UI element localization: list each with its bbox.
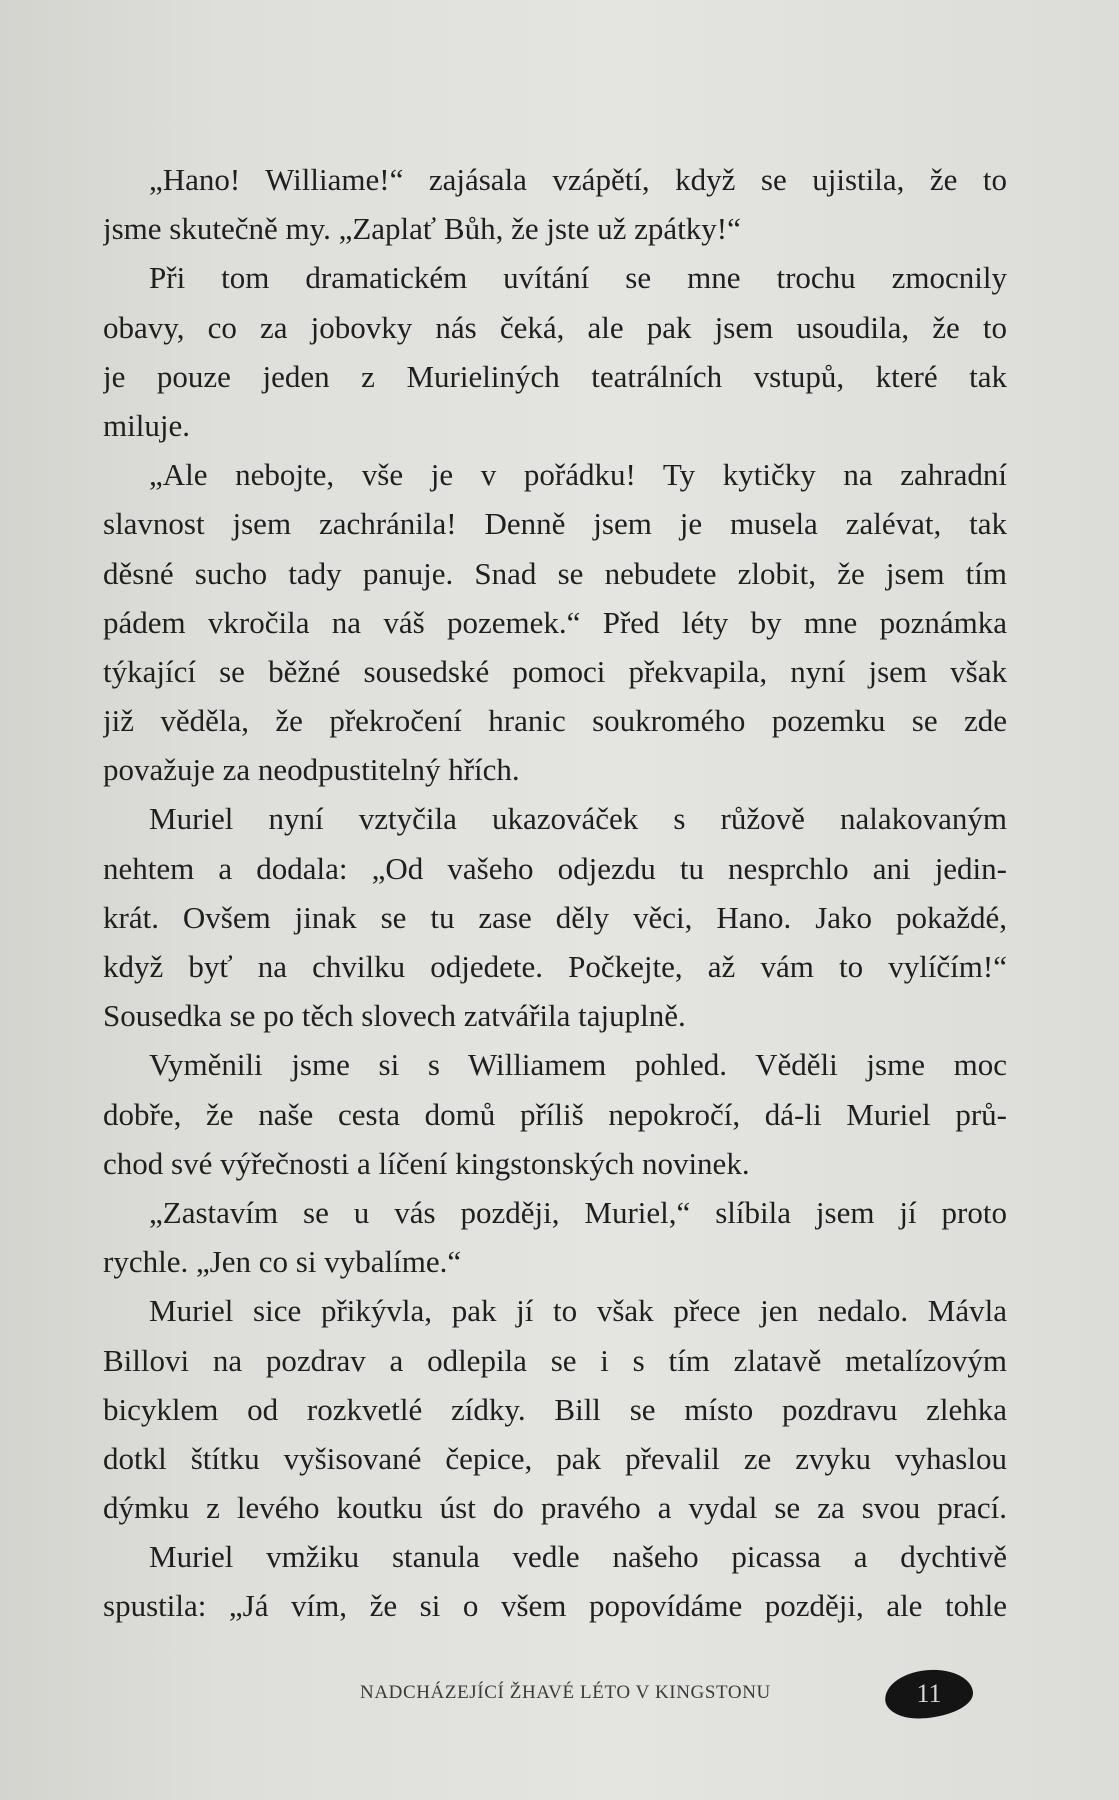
page-footer (360, 1670, 1020, 1720)
text-line: je pouze jeden z Murieliných teatrálních vstupů, které tak (103, 358, 1007, 394)
text-line: Vyměnili jsme si s Williamem pohled. Věděli jsme moc (149, 1047, 1007, 1083)
text-line: miluje. (103, 407, 190, 443)
text-line: když byť na chvilku odjedete. Počkejte, až vám to vylíčím!“ (103, 949, 1007, 984)
text-line: dýmku z levého koutku úst do pravého a vydal se za svou prací. (103, 1490, 1007, 1526)
text-line: „Hano! Williame!“ zajásala vzápětí, když se ujistila, že to (149, 162, 1007, 197)
text-line: bicyklem od rozkvetlé zídky. Bill se místo pozdravu zlehka (103, 1391, 1007, 1427)
text-line: nehtem a dodala: „Od vašeho odjezdu tu nesprchlo ani jedin- (103, 850, 1007, 886)
text-line: „Ale nebojte, vše je v pořádku! Ty kytičky na zahradní (149, 457, 1007, 493)
running-title: NADCHÁZEJÍCÍ ŽHAVÉ LÉTO V KINGSTONU (360, 1682, 771, 1703)
text-line: pádem vkročila na váš pozemek.“ Před léty by mne poznámka (103, 604, 1007, 640)
text-line: jsme skutečně my. „Zaplať Bůh, že jste už zpátky!“ (103, 211, 741, 247)
text-line: dotkl štítku vyšisované čepice, pak převalil ze zvyku vyhaslou (103, 1440, 1007, 1476)
text-line: dobře, že naše cesta domů příliš nepokročí, dá-li Muriel prů- (103, 1096, 1007, 1132)
text-line: již věděla, že překročení hranic soukromého pozemku se zde (103, 703, 1007, 739)
text-line: Muriel nyní vztyčila ukazováček s růžově nalakovaným (149, 801, 1007, 837)
text-line: Muriel sice přikývla, pak jí to však přece jen nedalo. Mávla (149, 1293, 1007, 1329)
text-line: krát. Ovšem jinak se tu zase děly věci, Hano. Jako pokaždé, (103, 899, 1007, 935)
text-line: Billovi na pozdrav a odlepila se i s tím zlatavě metalízovým (103, 1342, 1007, 1378)
text-line: Sousedka se po těch slovech zatvářila tajuplně. (103, 998, 686, 1034)
text-line: Muriel vmžiku stanula vedle našeho picassa a dychtivě (149, 1539, 1007, 1575)
text-line: obavy, co za jobovky nás čeká, ale pak jsem usoudila, že to (103, 309, 1007, 345)
text-line: „Zastavím se u vás později, Muriel,“ slíbila jsem jí proto (149, 1194, 1007, 1230)
text-line: chod své výřečnosti a líčení kingstonských novinek. (103, 1145, 750, 1181)
text-line: spustila: „Já vím, že si o všem popovídáme později, ale tohle (103, 1588, 1007, 1624)
text-line: děsné sucho tady panuje. Snad se nebudete zlobit, že jsem tím (103, 555, 1007, 591)
page-number: 11 (916, 1679, 942, 1708)
text-line: slavnost jsem zachránila! Denně jsem je musela zalévat, tak (103, 506, 1007, 542)
text-line: rychle. „Jen co si vybalíme.“ (103, 1244, 462, 1280)
text-line: Při tom dramatickém uvítání se mne trochu zmocnily (149, 260, 1007, 296)
body-text (103, 155, 1007, 1631)
text-line: považuje za neodpustitelný hřích. (103, 752, 520, 788)
text-line: týkající se běžné sousedské pomoci překvapila, nyní jsem však (103, 653, 1007, 689)
